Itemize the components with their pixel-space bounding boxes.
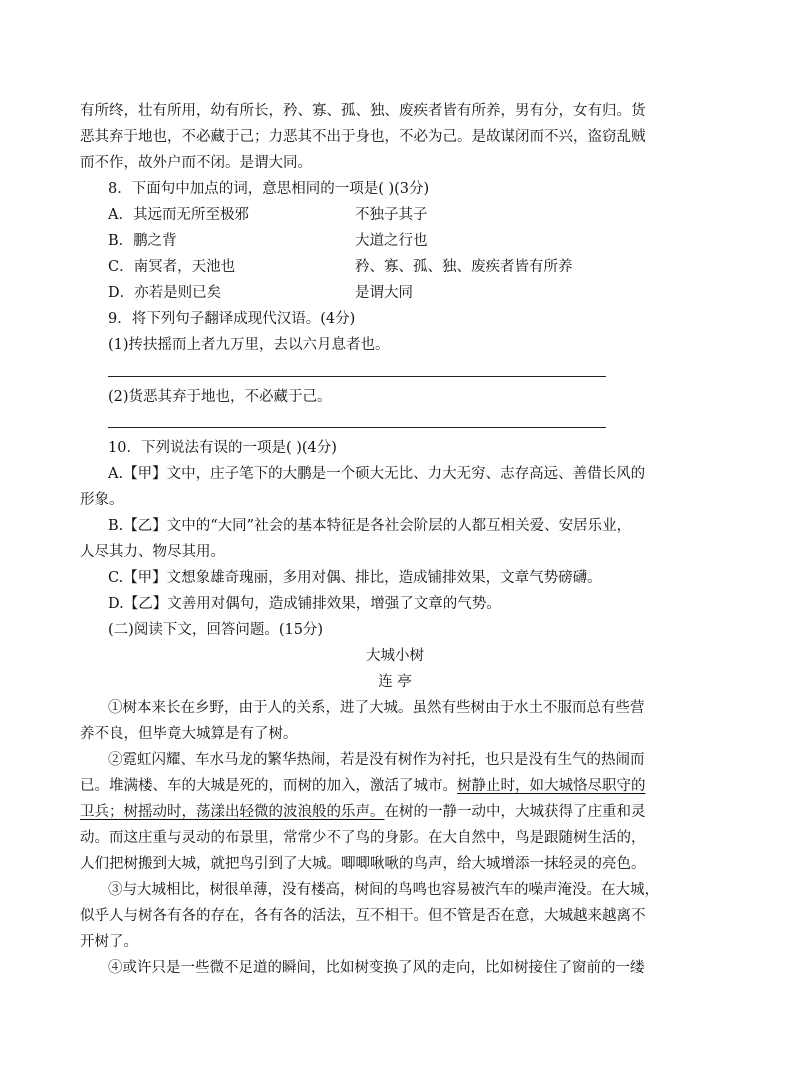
q10-option-d: D.【乙】文善用对偶句，造成铺排效果，增强了文章的气势。 — [108, 596, 501, 612]
answer-line — [108, 376, 606, 377]
q8-option-d-pair: 是谓大同 — [355, 285, 413, 301]
article-author: 连 亭 — [378, 674, 412, 690]
q8-option-a: A．其远而无所至极邪 — [108, 207, 249, 223]
question-9-stem: 9．将下列句子翻译成现代汉语。(4分) — [108, 311, 356, 327]
passage-line: 而不作，故外户而不闭。是谓大同。 — [80, 155, 312, 171]
q8-option-a-pair: 不独子其子 — [355, 207, 428, 223]
paragraph-3-line: ③与大城相比，树很单薄，没有楼高，树间的鸟鸣也容易被汽车的噪声淹没。在大城， — [108, 882, 659, 898]
q8-option-c: C．南冥者，天池也 — [108, 259, 236, 275]
q8-option-b: B．鹏之背 — [108, 233, 177, 249]
q8-option-c-pair: 矜、寡、孤、独、废疾者皆有所养 — [355, 259, 573, 275]
q8-option-b-pair: 大道之行也 — [355, 233, 428, 249]
section-heading: (二)阅读下文，回答问题。(15分) — [108, 622, 324, 638]
passage-line: 有所终，壮有所用，幼有所长，矜、寡、孤、独、废疾者皆有所养，男有分，女有归。货 — [80, 103, 646, 119]
question-8-stem: 8．下面句中加点的词，意思相同的一项是( )(3分) — [108, 181, 430, 197]
paragraph-2-text: 已。堆满楼、车的大城是死的，而树的加入，激活了城市。 — [80, 778, 457, 794]
paragraph-2-line — [80, 802, 646, 822]
paragraph-3-line: 似乎人与树各有各的存在，各有各的活法，互不相干。但不管是否在意，大城越来越离不 — [80, 908, 646, 924]
q10-option-c: C.【甲】文想象雄奇瑰丽，多用对偶、排比，造成铺排效果，文章气势磅礴。 — [108, 570, 602, 586]
underlined-sentence: 树静止时，如大城恪尽职守的 — [457, 778, 646, 794]
paragraph-2-line — [80, 776, 646, 796]
paragraph-3-line: 开树了。 — [80, 934, 138, 950]
underlined-sentence: 卫兵；树摇动时，荡漾出轻微的波浪般的乐声。 — [80, 804, 385, 820]
paragraph-1-line: 养不良，但毕竟大城算是有了树。 — [80, 726, 298, 742]
question-10-stem: 10．下列说法有误的一项是( )(4分) — [108, 440, 337, 456]
q10-option-a-cont: 形象。 — [80, 492, 124, 508]
paragraph-2-line: 动。而这庄重与灵动的布景里，常常少不了鸟的身影。在大自然中，鸟是跟随树生活的， — [80, 830, 646, 846]
answer-line — [108, 427, 606, 428]
paragraph-2-line: 人们把树搬到大城，就把鸟引到了大城。唧唧啾啾的鸟声，给大城增添一抹轻灵的亮色。 — [80, 856, 646, 872]
q8-option-d: D．亦若是则已矣 — [108, 285, 222, 301]
paragraph-1-line: ①树本来长在乡野，由于人的关系，进了大城。虽然有些树由于水土不服而总有些营 — [108, 700, 645, 716]
q9-item-1: (1)抟扶摇而上者九万里，去以六月息者也。 — [108, 337, 390, 353]
q10-option-b: B.【乙】文中的“大同”社会的基本特征是各社会阶层的人都互相关爱、安居乐业， — [108, 518, 632, 534]
q9-item-2: (2)货恶其弃于地也，不必藏于己。 — [108, 389, 332, 405]
article-title: 大城小树 — [366, 648, 424, 664]
q10-option-b-cont: 人尽其力、物尽其用。 — [80, 544, 225, 560]
passage-line: 恶其弃于地也，不必藏于己；力恶其不出于身也，不必为己。是故谋闭而不兴，盗窃乱贼 — [80, 129, 646, 145]
q10-option-a: A.【甲】文中，庄子笔下的大鹏是一个硕大无比、力大无穷、志存高远、善借长风的 — [108, 466, 646, 482]
paragraph-2-line: ②霓虹闪耀、车水马龙的繁华热闹，若是没有树作为衬托，也只是没有生气的热闹而 — [108, 752, 645, 768]
paragraph-4-line: ④或许只是一些微不足道的瞬间，比如树变换了风的走向，比如树接住了窗前的一缕 — [108, 960, 645, 976]
paragraph-2-text: 在树的一静一动中，大城获得了庄重和灵 — [384, 804, 646, 820]
